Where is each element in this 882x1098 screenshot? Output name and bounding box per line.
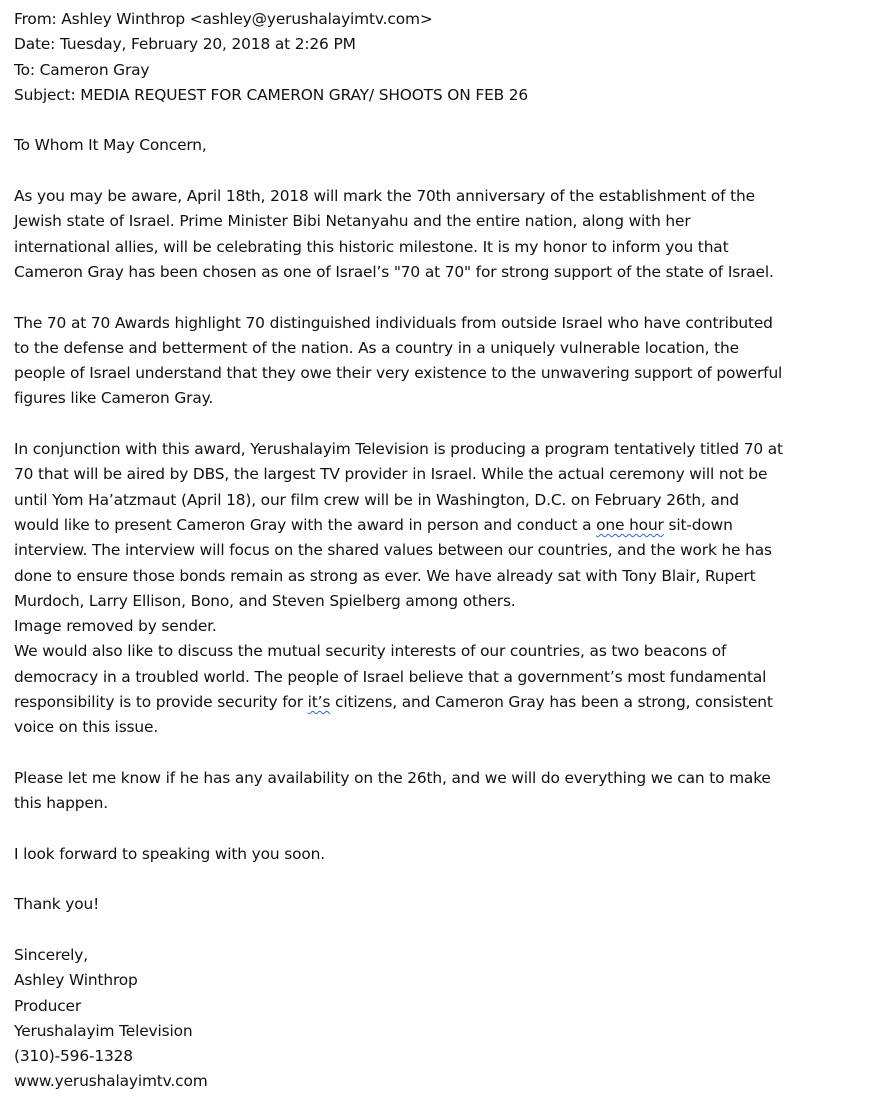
thanks: Thank you! [14,895,100,914]
spacer [14,817,876,842]
spacer [14,108,876,133]
signature-website[interactable]: www.yerushalayimtv.com [14,1072,208,1091]
date-line: Date: Tuesday, February 20, 2018 at 2:26 PM [14,35,356,54]
paragraph-anniversary [14,184,876,285]
signature-company: Yerushalayim Television [14,1021,193,1040]
paragraph-line: Murdoch, Larry Ellison, Bono, and Steven Spielberg among others. [14,591,516,610]
spellcheck-flagged-word[interactable]: it’s [307,693,331,712]
from-line: From: Ashley Winthrop <ashley@yerushalayimtv.com> [14,10,433,28]
signature-name: Ashley Winthrop [14,971,138,990]
paragraph-line: As you may be aware, April 18th, 2018 will mark the 70th anniversary of the establishment of the [14,187,755,206]
paragraph-line: international allies, will be celebrating this historic milestone. It is my honor to inform you that [14,237,729,256]
paragraph-line: until Yom Ha’atzmaut (April 18), our film crew will be in Washington, D.C. on February 26th, and [14,490,740,509]
text-segment: citizens, and Cameron Gray has been a strong, consistent [330,693,773,712]
subject-line: Subject: MEDIA REQUEST FOR CAMERON GRAY/ SHOOTS ON FEB 26 [14,85,529,104]
paragraph-line: done to ensure those bonds remain as strong as ever. We have already sat with Tony Blair, Rupert [14,566,756,585]
spacer [14,412,876,437]
text-segment: responsibility is to provide security for [14,693,308,712]
paragraph-line: interview. The interview will focus on the shared values between our countries, and the work he has [14,541,772,560]
email-header [14,7,876,108]
paragraph-line: people of Israel understand that they owe their very existence to the unwavering support of powerful [14,364,783,383]
signature-closing: Sincerely, [14,945,88,964]
image-removed-notice: Image removed by sender. [14,617,217,636]
paragraph-program [14,437,876,614]
paragraph-line: 70 that will be aired by DBS, the largest TV provider in Israel. While the actual ceremony will not be [14,465,768,484]
paragraph-line: to the defense and betterment of the nation. As a country in a uniquely vulnerable location, the [14,338,739,357]
spacer [14,159,876,184]
to-line: To: Cameron Gray [14,60,150,79]
email-message [14,7,876,1095]
paragraph-line: Cameron Gray has been chosen as one of Israel’s "70 at 70" for strong support of the state of Israel. [14,262,774,281]
spacer [14,741,876,766]
paragraph-security [14,639,876,740]
paragraph-line: this happen. [14,794,109,813]
spacer [14,867,876,892]
spacer [14,285,876,310]
paragraph-line: Jewish state of Israel. Prime Minister Bibi Netanyahu and the entire nation, along with her [14,212,691,231]
text-segment: would like to present Cameron Gray with the award in person and conduct a [14,515,597,534]
signature-block [14,943,876,1095]
paragraph-line: Please let me know if he has any availability on the 26th, and we will do everything we can to make [14,768,771,787]
paragraph-line: The 70 at 70 Awards highlight 70 distinguished individuals from outside Israel who have contributed [14,313,773,332]
text-segment: sit-down [663,515,733,534]
signature-phone: (310)-596-1328 [14,1047,133,1066]
closing-remark: I look forward to speaking with you soon. [14,844,325,863]
paragraph-line: We would also like to discuss the mutual security interests of our countries, as two beacons of [14,642,727,661]
paragraph-availability [14,766,876,817]
greeting: To Whom It May Concern, [14,136,207,155]
paragraph-line: democracy in a troubled world. The people of Israel believe that a government’s most fundamental [14,667,767,686]
spellcheck-flagged-word[interactable]: one hour [596,515,664,534]
paragraph-line [14,513,876,538]
paragraph-line: figures like Cameron Gray. [14,389,214,408]
signature-title: Producer [14,996,81,1015]
spacer [14,918,876,943]
paragraph-line [14,690,876,715]
paragraph-line: voice on this issue. [14,718,159,737]
paragraph-awards [14,311,876,412]
paragraph-line: In conjunction with this award, Yerushalayim Television is producing a program tentatively titled 70 at [14,440,783,459]
